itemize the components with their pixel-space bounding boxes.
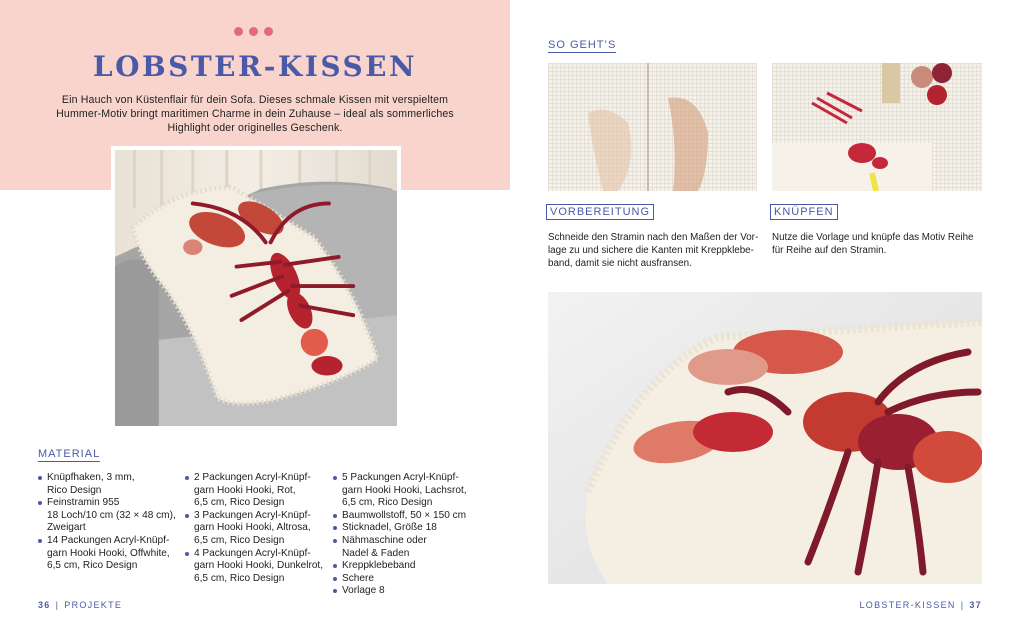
knotting-tools-photo <box>772 63 982 191</box>
step-knuepfen-text: Nutze die Vorlage und knüpfe das Motiv Reihe für Reihe auf den Stramin. <box>772 232 974 256</box>
footer-title: LOBSTER-KISSEN <box>859 600 956 610</box>
list-item: 4 Packungen Acryl-Knüpf- garn Hooki Hooki, Dunkelrot, 6,5 cm, Rico Design <box>185 548 325 586</box>
list-item: Schere <box>333 573 473 586</box>
page-title: LOBSTER-KISSEN <box>92 50 418 83</box>
footer-left <box>38 600 122 610</box>
so-gehts-heading: SO GEHT’S <box>548 39 617 51</box>
list-item: Nähmaschine oder Nadel & Faden <box>333 535 473 560</box>
intro-text: Ein Hauch von Küstenflair für dein Sofa. Dieses schmale Kissen mit verspieltem Hummer-Motiv bringt maritimen Charme in dein Zuhause – ideal als sommerliches Highlight oder originelles Geschenk. <box>56 94 454 134</box>
list-item: Vorlage 8 <box>333 585 473 598</box>
list-item: 5 Packungen Acryl-Knüpf- garn Hooki Hooki, Lachsrot, 6,5 cm, Rico Design <box>333 472 473 510</box>
list-item: 2 Packungen Acryl-Knüpf- garn Hooki Hooki, Rot, 6,5 cm, Rico Design <box>185 472 325 510</box>
list-item: 14 Packungen Acryl-Knüpf- garn Hooki Hooki, Offwhite, 6,5 cm, Rico Design <box>38 535 178 573</box>
page-number: 36 <box>38 600 51 610</box>
lobster-pillow-closeup-photo <box>548 292 982 584</box>
material-heading: MATERIAL <box>38 448 101 460</box>
list-item: Kreppklebeband <box>333 560 473 573</box>
material-list-column-3 <box>333 472 473 598</box>
list-item: Knüpfhaken, 3 mm, Rico Design <box>38 472 178 497</box>
step-knuepfen-label: KNÜPFEN <box>770 204 838 220</box>
list-item: Sticknadel, Größe 18 <box>333 522 473 535</box>
footer-divider: | <box>55 600 60 610</box>
footer-divider: | <box>960 600 965 610</box>
decorative-dots <box>234 27 273 36</box>
material-list-column-2 <box>185 472 325 585</box>
step-vorbereitung-label: VORBEREITUNG <box>546 204 654 220</box>
list-item: 3 Packungen Acryl-Knüpf- garn Hooki Hooki, Altrosa, 6,5 cm, Rico Design <box>185 510 325 548</box>
canvas-template-photo <box>548 63 757 191</box>
material-list-column-1 <box>38 472 178 573</box>
footer-right <box>860 600 983 610</box>
dot-icon <box>249 27 258 36</box>
list-item: Baumwollstoff, 50 × 150 cm <box>333 510 473 523</box>
footer-section: PROJEKTE <box>64 600 123 610</box>
list-item: Feinstramin 955 18 Loch/10 cm (32 × 48 cm), Zweigart <box>38 497 178 535</box>
page-number: 37 <box>969 600 982 610</box>
dot-icon <box>234 27 243 36</box>
step-vorbereitung-text: Schneide den Stramin nach den Maßen der Vor-lage zu und sichere die Kanten mit Kreppklebe-band, damit sie nicht ausfransen. <box>548 232 759 269</box>
pillow-on-sofa-photo <box>111 146 401 430</box>
dot-icon <box>264 27 273 36</box>
